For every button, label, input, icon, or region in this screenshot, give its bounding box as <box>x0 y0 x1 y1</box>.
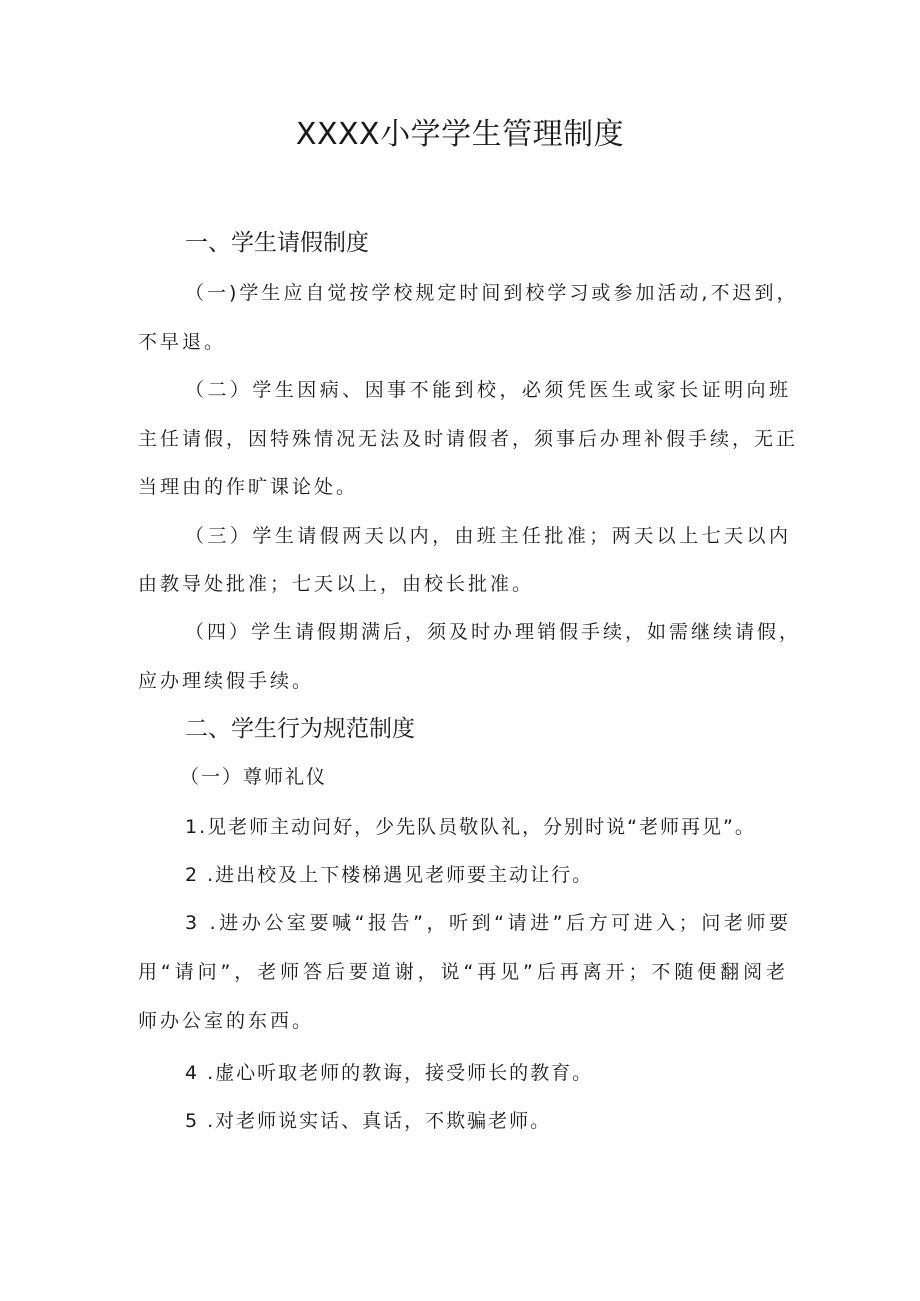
paragraph-line: 主任请假，因特殊情况无法及时请假者，须事后办理补假手续，无正 <box>138 428 799 450</box>
paragraph-line: （三）学生请假两天以内，由班主任批准；两天以上七天以内 <box>185 525 791 547</box>
section-heading-conduct: 二、学生行为规范制度 <box>185 716 415 742</box>
list-item: 3 .进办公室要喊“报告”，听到“请进”后方可进入；问老师要 <box>185 912 791 934</box>
paragraph-line: （二）学生因病、因事不能到校，必须凭医生或家长证明向班 <box>185 379 791 401</box>
paragraph-line: 不早退。 <box>138 331 227 353</box>
paragraph-line: 师办公室的东西。 <box>138 1010 315 1032</box>
paragraph-line: 用“请问”，老师答后要道谢，说“再见”后再离开；不随便翻阅老 <box>138 961 788 983</box>
paragraph-line: 应办理续假手续。 <box>138 670 315 692</box>
paragraph-line: 由教导处批准；七天以上，由校长批准。 <box>138 573 535 595</box>
subsection-heading: （一）尊师礼仪 <box>180 766 328 788</box>
list-item: 5 .对老师说实话、真话，不欺骗老师。 <box>185 1110 552 1132</box>
document-title: XXXX小学学生管理制度 <box>295 117 625 152</box>
list-item: 2 .进出校及上下楼梯遇见老师要主动让行。 <box>185 864 594 886</box>
list-item: 4 .虚心听取老师的教诲，接受师长的教育。 <box>185 1062 594 1084</box>
list-item: 1.见老师主动问好，少先队员敬队礼，分别时说“老师再见”。 <box>185 816 756 838</box>
section-heading-leave: 一、学生请假制度 <box>185 230 369 256</box>
paragraph-line: 当理由的作旷课论处。 <box>138 476 359 498</box>
paragraph-line: （一)学生应自觉按学校规定时间到校学习或参加活动,不迟到， <box>185 282 799 304</box>
paragraph-line: （四）学生请假期满后，须及时办理销假手续，如需继续请假， <box>185 621 802 643</box>
